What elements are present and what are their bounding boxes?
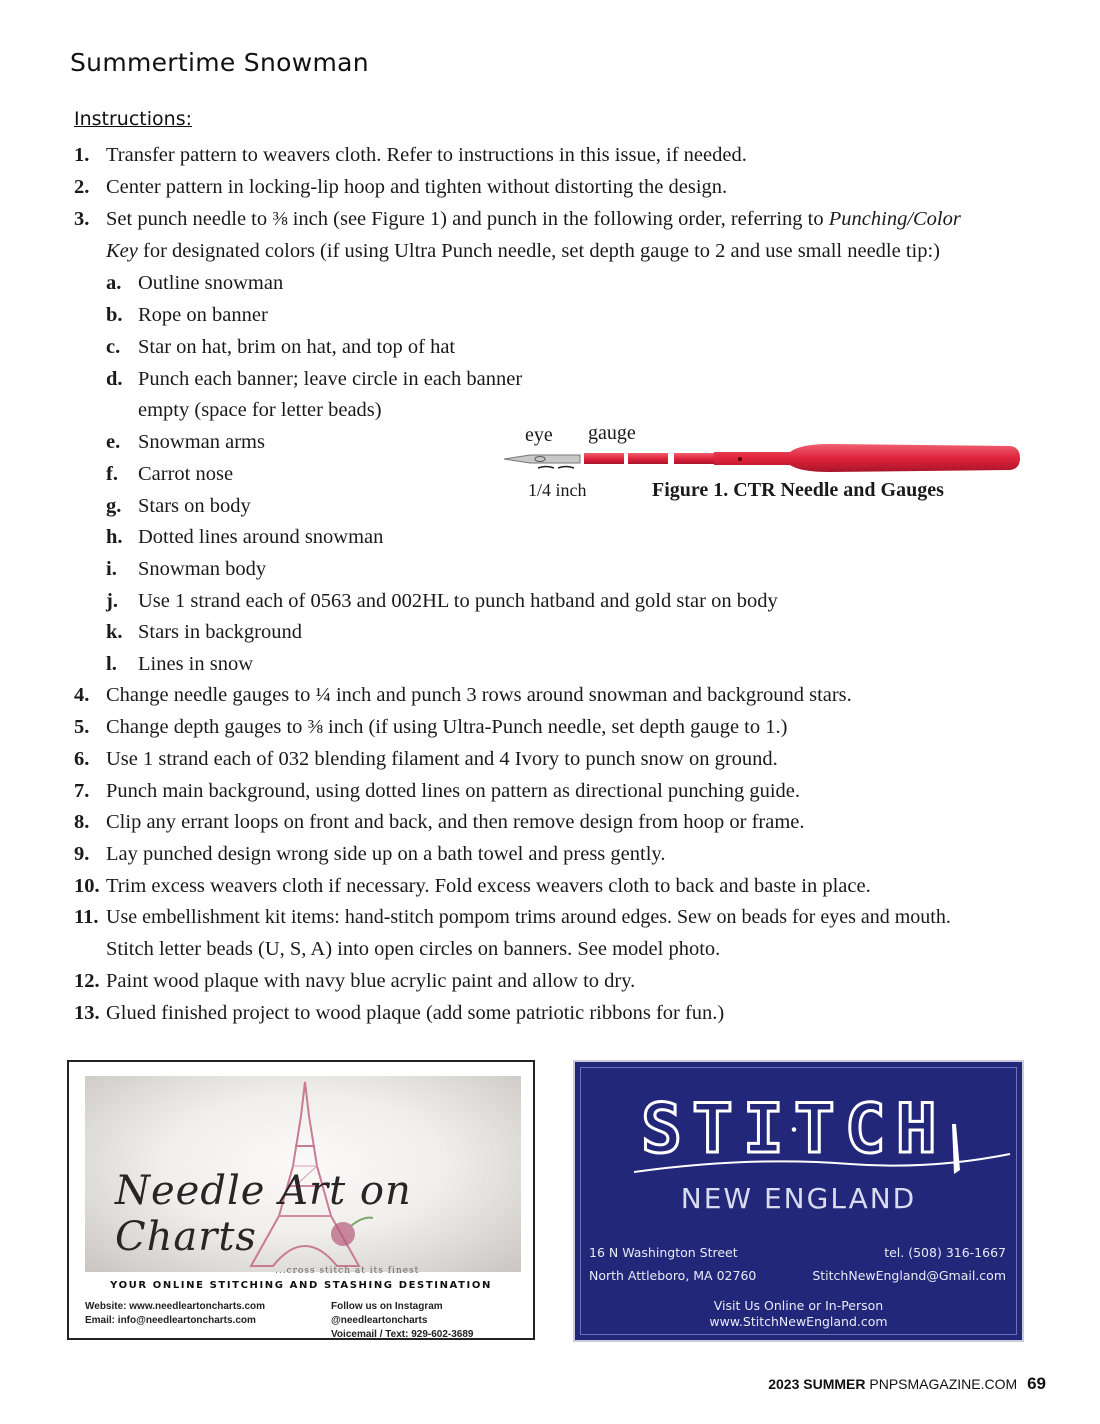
ad-tagline: ...cross stitch at its finest — [275, 1266, 420, 1276]
figure-eye-label: eye — [525, 424, 553, 446]
substep-letter: b. — [106, 304, 123, 326]
footer-issue: 2023 SUMMER — [768, 1376, 866, 1392]
ad-visit: Visit Us Online or In-Person — [713, 1298, 884, 1313]
step-text: Use 1 strand each of 032 blending filament and 4 Ivory to punch snow on ground. — [106, 748, 778, 770]
step-number: 8. — [74, 811, 90, 833]
ad-instagram[interactable]: Follow us on Instagram @needleartoncharts — [331, 1301, 443, 1326]
ad-voicemail: Voicemail / Text: 929-602-3689 — [331, 1329, 474, 1340]
substep-text: Rope on banner — [138, 304, 268, 326]
step-text: Key for designated colors (if using Ultra Punch needle, set depth gauge to 2 and use small needle tip:) — [106, 240, 941, 262]
step-text: Stitch letter beads (U, S, A) into open circles on banners. See model photo. — [106, 938, 721, 960]
substep-letter: g. — [106, 495, 122, 517]
step-number: 6. — [74, 748, 90, 770]
ad-phone[interactable]: tel. (508) 316-1667 — [884, 1245, 1006, 1260]
page-number: 69 — [1027, 1374, 1046, 1393]
step-number: 13. — [74, 1002, 100, 1024]
ad-email-right[interactable]: StitchNewEngland@Gmail.com — [812, 1268, 1006, 1283]
step-number: 9. — [74, 843, 90, 865]
ad-city: North Attleboro, MA 02760 — [589, 1268, 757, 1283]
substep-text: Outline snowman — [138, 272, 284, 294]
step-number: 11. — [74, 906, 99, 928]
substep-letter: e. — [106, 431, 121, 453]
step-number: 3. — [74, 208, 90, 230]
step-text: Change depth gauges to ⅜ inch (if using Ultra-Punch needle, set depth gauge to 1.) — [106, 716, 788, 738]
step-text: Use embellishment kit items: hand-stitch pompom trims around edges. Sew on beads for eyes and mouth. — [106, 906, 951, 928]
figure-quarter-label: 1/4 inch — [528, 480, 587, 500]
substep-text: Lines in snow — [138, 653, 254, 675]
step-number: 7. — [74, 780, 90, 802]
footer-site[interactable]: PNPSMAGAZINE.COM — [869, 1376, 1018, 1392]
substep-text: empty (space for letter beads) — [138, 399, 382, 421]
substep-letter: a. — [106, 272, 122, 294]
step-number: 12. — [74, 970, 100, 992]
substep-text: Stars in background — [138, 621, 302, 643]
step-text: Center pattern in locking-lip hoop and tighten without distorting the design. — [106, 176, 728, 198]
ad-brand-name: Needle Art on Charts — [115, 1168, 412, 1260]
figure-caption: Figure 1. CTR Needle and Gauges — [652, 479, 944, 501]
substep-letter: i. — [106, 558, 117, 580]
ad-street: 16 N Washington Street — [589, 1245, 738, 1260]
ad-sub-title: NEW ENGLAND — [680, 1182, 917, 1215]
ad-art-background — [85, 1076, 521, 1276]
substep-text: Star on hat, brim on hat, and top of hat — [138, 336, 456, 358]
substep-letter: l. — [106, 653, 117, 675]
step-number: 1. — [74, 144, 90, 166]
substep-letter: h. — [106, 526, 123, 548]
substep-text: Dotted lines around snowman — [138, 526, 384, 548]
step-text: Trim excess weavers cloth if necessary. Fold excess weavers cloth to back and baste in place. — [106, 875, 871, 897]
step-number: 4. — [74, 684, 90, 706]
step-text: Change needle gauges to ¼ inch and punch 3 rows around snowman and background stars. — [106, 684, 852, 706]
step-text: Glued finished project to wood plaque (add some patriotic ribbons for fun.) — [106, 1002, 725, 1024]
substep-text: Stars on body — [138, 495, 251, 517]
ad-logo-word: STITCH — [641, 1090, 947, 1169]
page-footer — [768, 1374, 1046, 1394]
substep-letter: c. — [106, 336, 121, 358]
substep-text: Use 1 strand each of 0563 and 002HL to punch hatband and gold star on body — [138, 590, 778, 612]
ad-contact-right — [331, 1300, 533, 1342]
substep-text: Snowman arms — [138, 431, 265, 453]
substep-text: Carrot nose — [138, 463, 234, 485]
ad-web[interactable]: www.StitchNewEngland.com — [709, 1314, 888, 1329]
step-text: Set punch needle to ⅜ inch (see Figure 1) and punch in the following order, referring to Punching/Color — [106, 208, 961, 230]
step-number: 5. — [74, 716, 90, 738]
ad-website[interactable]: Website: www.needleartoncharts.com — [85, 1301, 266, 1312]
substep-letter: j. — [106, 590, 118, 612]
step-text: Paint wood plaque with navy blue acrylic paint and allow to dry. — [106, 970, 636, 992]
step-text: Punch main background, using dotted lines on pattern as directional punching guide. — [106, 780, 801, 802]
step-text: Clip any errant loops on front and back, and then remove design from hoop or frame. — [106, 811, 805, 833]
needle-thread-icon — [630, 1120, 1030, 1180]
needle-art-ad[interactable] — [67, 1060, 535, 1340]
step-number: 10. — [74, 875, 100, 897]
ad-banner-text: YOUR ONLINE STITCHING AND STASHING DESTINATION — [110, 1280, 492, 1291]
step-text: Transfer pattern to weavers cloth. Refer to instructions in this issue, if needed. — [106, 144, 747, 166]
substep-letter: d. — [106, 368, 123, 390]
instructions-heading: Instructions: — [74, 108, 192, 130]
step-number: 2. — [74, 176, 90, 198]
figure-gauge-label: gauge — [588, 422, 636, 444]
stitch-new-england-ad[interactable] — [573, 1060, 1024, 1342]
needle-illustration — [500, 440, 1024, 480]
substep-letter: k. — [106, 621, 123, 643]
step-text: Lay punched design wrong side up on a bath towel and press gently. — [106, 843, 666, 865]
page-title: Summertime Snowman — [70, 48, 369, 77]
substep-text: Punch each banner; leave circle in each banner — [138, 368, 523, 390]
substep-text: Snowman body — [138, 558, 267, 580]
substep-letter: f. — [106, 463, 118, 485]
ad-email[interactable]: Email: info@needleartoncharts.com — [85, 1315, 256, 1326]
ad-contact-left — [85, 1300, 265, 1328]
